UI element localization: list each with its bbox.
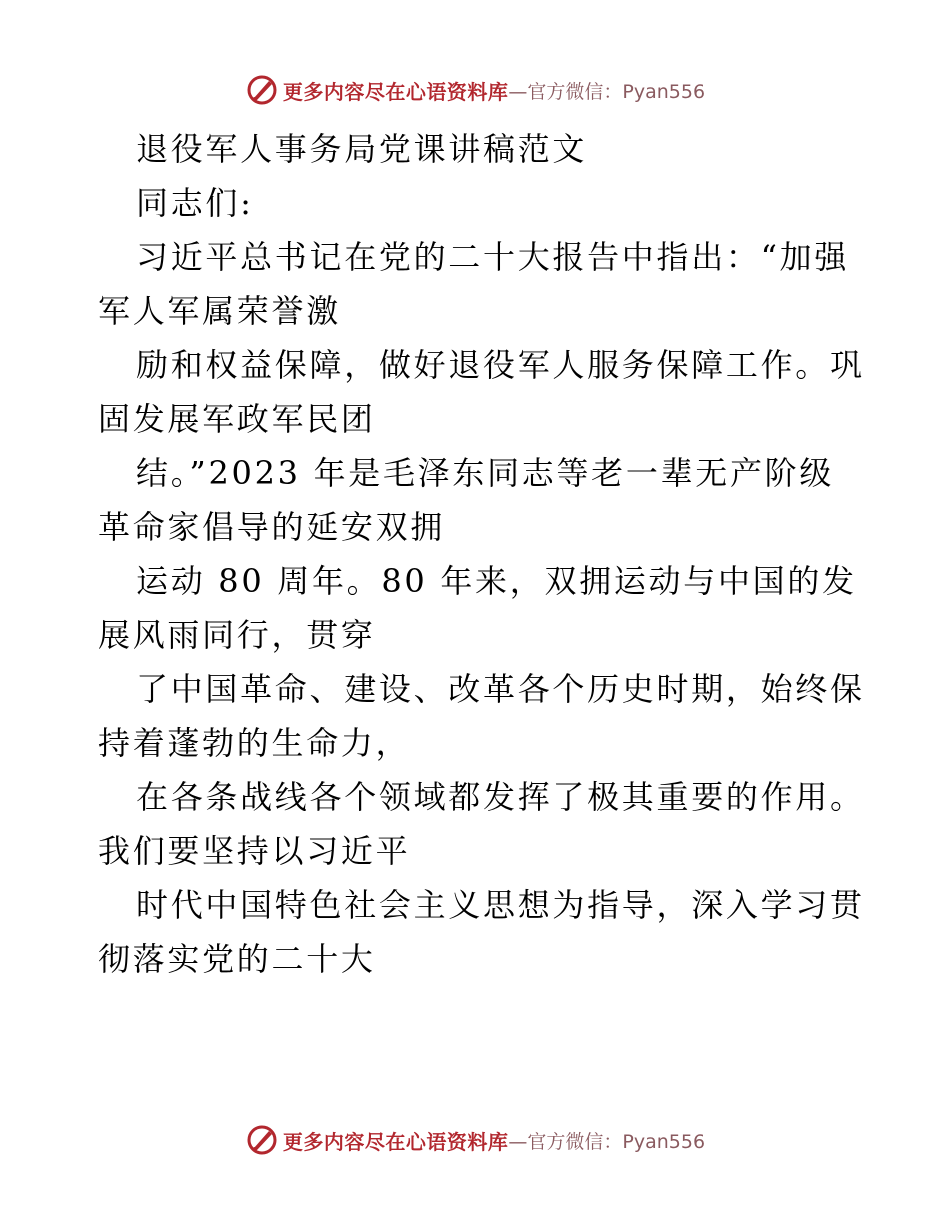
quill-logo-icon [245, 73, 279, 107]
text-line: 革命家倡导的延安双拥 [98, 508, 446, 546]
text-line: 彻落实党的二十大 [98, 940, 376, 978]
watermark-wechat-text: —官方微信：Pyan556 [508, 80, 706, 103]
text-line: 在各条战线各个领域都发挥了极其重要的作用。 [136, 778, 865, 816]
document-title: 退役军人事务局党课讲稿范文 [136, 130, 588, 168]
watermark-brand-text: 更多内容尽在心语资料库 [282, 1129, 509, 1154]
text-line: 结。”2023 年是毛泽东同志等老一辈无产阶级 [136, 454, 835, 492]
text-line: 运动 80 周年。80 年来，双拥运动与中国的发 [136, 562, 857, 600]
text-line: 军人军属荣誉激 [98, 292, 341, 330]
text-line: 展风雨同行，贯穿 [98, 616, 376, 654]
text-line: 固发展军政军民团 [98, 400, 376, 438]
text-line: 励和权益保障，做好退役军人服务保障工作。巩 [136, 346, 865, 384]
text-line: 同志们: [136, 184, 254, 222]
text-line: 时代中国特色社会主义思想为指导，深入学习贯 [136, 886, 865, 924]
watermark-brand-text: 更多内容尽在心语资料库 [282, 79, 509, 104]
header-watermark [0, 70, 950, 110]
text-line: 习近平总书记在党的二十大报告中指出：“加强 [136, 238, 850, 276]
text-line: 了中国革命、建设、改革各个历史时期，始终保 [136, 670, 865, 708]
footer-watermark [0, 1120, 950, 1160]
watermark-wechat-text: —官方微信：Pyan556 [508, 1130, 706, 1153]
quill-logo-icon [245, 1123, 279, 1157]
text-line: 我们要坚持以习近平 [98, 832, 411, 870]
text-line: 持着蓬勃的生命力， [98, 724, 411, 762]
document-body [98, 122, 865, 986]
